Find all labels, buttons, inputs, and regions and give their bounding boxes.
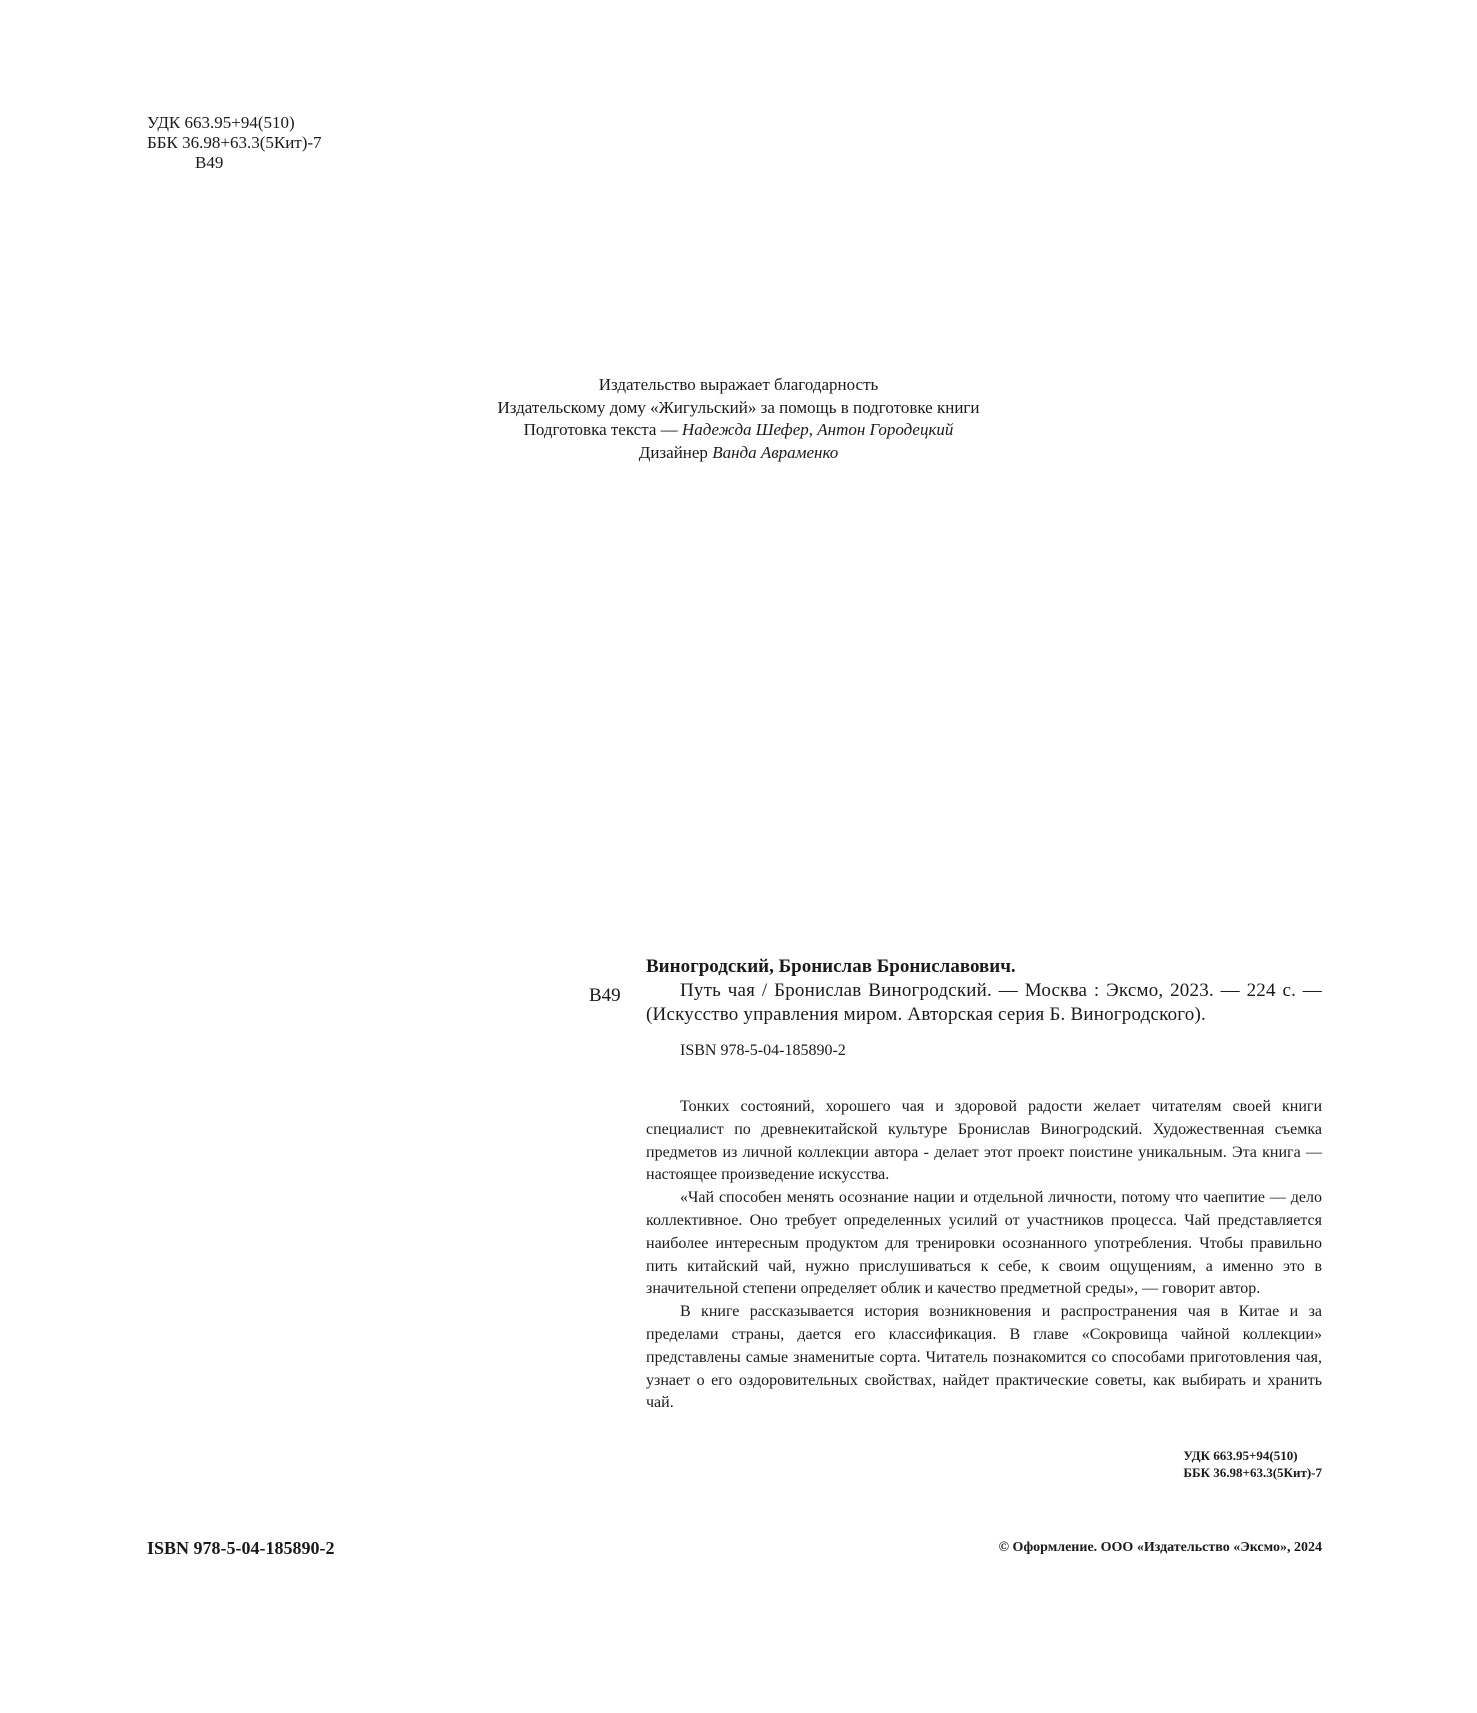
credits-line-1: Издательство выражает благодарность [598, 375, 879, 394]
credits-line-2: Издательскому дому «Жигульский» за помощь в подготовке книги [497, 397, 980, 417]
annotation-paragraph-1: Тонких состояний, хорошего чая и здоровой радости желает читателям своей книги специалист по древнекитайской культуре Бронислав Виногродский. Художественная съемка предметов из личной коллекции автора - делает этот проект поистине уникальным. Эта книга — настоящее произведение искусства. [646, 1098, 1322, 1184]
bibliography-author: Виногродский, Бронислав Брониславович. [646, 956, 1016, 977]
credits-line-4 [0, 442, 1477, 465]
bibliography-isbn: ISBN 978-5-04-185890-2 [680, 1042, 846, 1059]
designer-name: Ванда Авраменко [712, 442, 839, 462]
author-mark: В49 [195, 153, 224, 172]
designer-label: Дизайнер [638, 442, 713, 462]
credits-line-3 [0, 419, 1477, 442]
bibliographic-record [646, 955, 1322, 1060]
bbk-code-bottom: ББК 36.98+63.3(5Кит)-7 [1183, 1465, 1322, 1480]
udk-code: УДК 663.95+94(510) [147, 113, 295, 132]
bibliography-author-mark: В49 [589, 985, 621, 1006]
footer-isbn: ISBN 978-5-04-185890-2 [147, 1538, 335, 1558]
annotation [646, 1096, 1322, 1415]
text-prep-names: Надежда Шефер, Антон Городецкий [681, 420, 954, 439]
annotation-paragraph-2: «Чай способен менять осознание нации и отдельной личности, потому что чаепитие — дело коллективное. Оно требует определенных усилий от участников процесса. Чай представляется наиболее интересным продуктом для тренировки осознанного употребления. Чтобы правильно пить китайский чай, нужно прислушиваться к себе, к своим ощущениям, а именно это в значительной степени определяет облик и качество предметной среды», — говорит автор. [646, 1189, 1322, 1298]
classification-codes-bottom [1183, 1447, 1322, 1481]
udk-code-bottom: УДК 663.95+94(510) [1183, 1448, 1298, 1463]
annotation-paragraph-3: В книге рассказывается история возникновения и распространения чая в Китае и за пределами страны, дается его классификация. В главе «Сокровища чайной коллекции» представлены самые знаменитые сорта. Читатель познакомится со способами приготовления чая, узнает о его оздоровительных свойствах, найдет практические советы, как выбирать и хранить чай. [646, 1303, 1322, 1412]
bbk-code: ББК 36.98+63.3(5Кит)-7 [147, 133, 322, 152]
bibliography-title-entry: Путь чая / Бронислав Виногродский. — Москва : Эксмо, 2023. — 224 с. — (Искусство управления миром. Авторская серия Б. Виногродского). [646, 980, 1322, 1025]
classification-codes-top [147, 113, 322, 173]
text-prep-label: Подготовка текста — [523, 420, 682, 439]
footer-copyright: © Оформление. ООО «Издательство «Эксмо», 2024 [998, 1540, 1322, 1555]
credits-block [0, 374, 1477, 464]
